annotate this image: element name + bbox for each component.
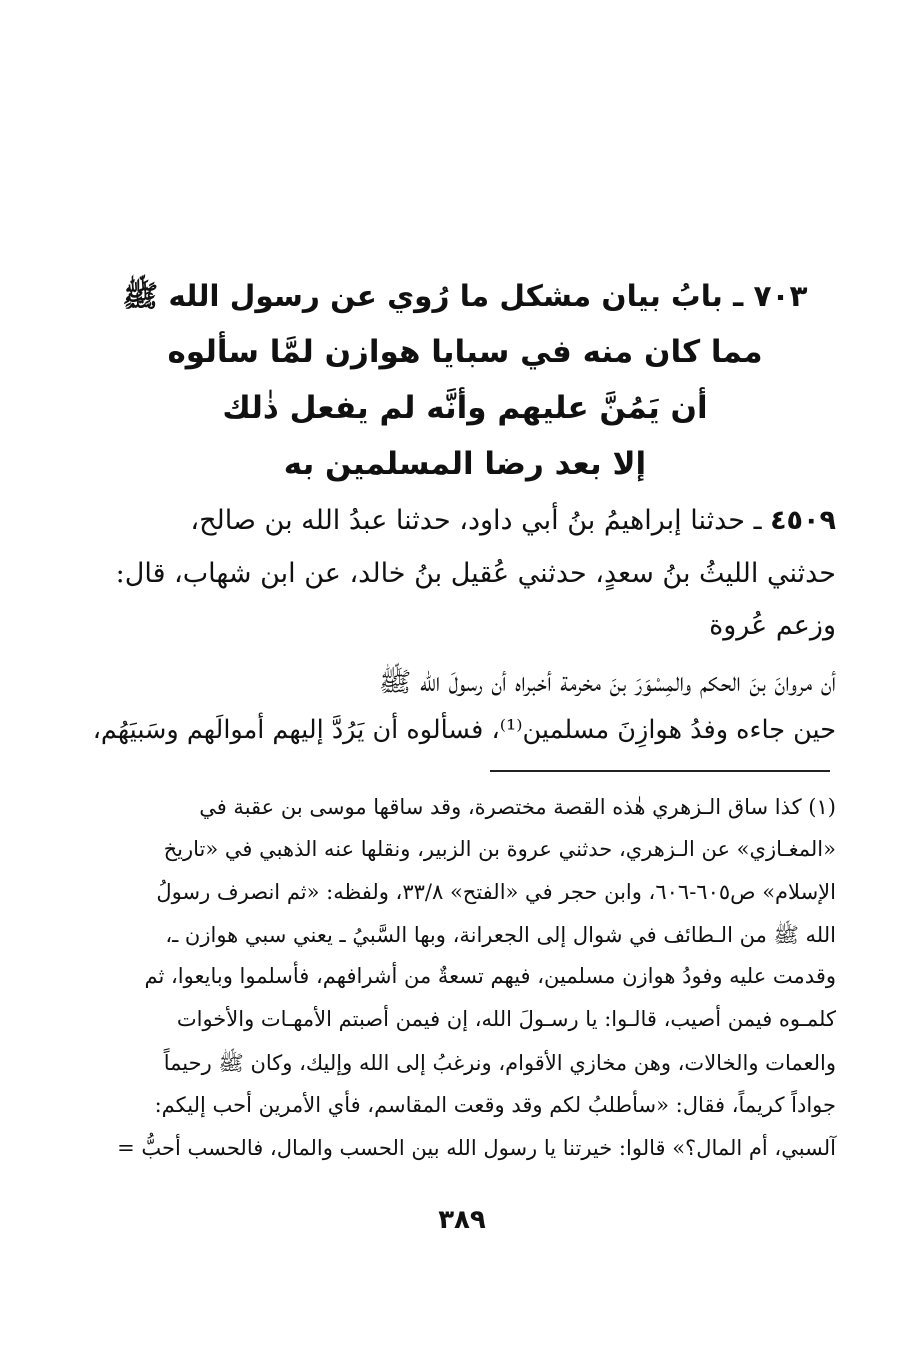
- chapter-heading-line-3: أن يَمُنَّ عليهم وأنَّه لم يفعل ذٰلك: [222, 390, 708, 426]
- chapter-heading-line-1: ٧٠٣ ـ بابُ بيان مشكل ما رُوي عن رسول الله ﷺ: [122, 279, 808, 313]
- footnote-line-5: وقدمت عليه وفودُ هوازن مسلمين، فيهم تسعةٌ من أشرافهم، فأسلموا وبايعوا، ثم: [144, 964, 836, 988]
- footnote-line-9: آلسبي، أم المال؟» قالوا: خيرتنا يا رسول الله بين الحسب والمال، فالحسب أحبُّ =: [117, 1136, 836, 1160]
- hadith-dash: ـ: [744, 505, 762, 536]
- footnote-line-3: الإسلام» ص٦٠٥-٦٠٦، وابن حجر في «الفتح» ٣٣/٨، ولفظه: «ثم انصرف رسولُ: [156, 880, 836, 904]
- hadith-line-1-text: حدثنا إبراهيمُ بنُ أبي داود، حدثنا عبدُ الله بن صالح،: [190, 505, 745, 536]
- footnote-line-6: كلمـوه فيمن أصيب، قالـوا: يا رسـولَ الله، إن فيمن أصبتم الأمهـات والأخوات: [176, 1007, 836, 1031]
- chapter-heading-line-2: مما كان منه في سبايا هوازن لمَّا سألوه: [167, 334, 763, 370]
- footnote-line-8: جواداً كريماً، فقال: «سأطلبُ لكم وقد وقعت المقاسم، فأي الأمرين أحب إليكم:: [154, 1093, 836, 1117]
- footnote-line-2: «المغـازي» عن الـزهري، حدثني عروة بن الزبير، ونقلها عنه الذهبي في «تاريخ: [163, 837, 836, 861]
- chapter-heading-line-4: إلا بعد رضا المسلمين به: [283, 446, 647, 482]
- hadith-line-3: وزعم عُروة: [709, 610, 836, 641]
- footnote-line-7: والعمات والخالات، وهن مخازي الأقوام، ونرغبُ إلى الله وإليك، وكان ﷺ رحيماً: [163, 1051, 836, 1075]
- footnote-line-4: الله ﷺ من الـطائف في شوال إلى الجعرانة، وبها السَّبيُ ـ يعني سبي هوازن ـ،: [165, 923, 836, 947]
- footnote-line-1: (١) كذا ساق الـزهري هٰذه القصة مختصرة، وقد ساقها موسى بن عقبة في: [199, 795, 836, 819]
- hadith-line-5: حين جاءه وفدُ هوازِنَ مسلمين⁽¹⁾، فسألوه أن يَرُدَّ إليهم أموالَهم وسَبيَهُم،: [92, 715, 836, 745]
- hadith-line-2: حدثني الليثُ بنُ سعدٍ، حدثني عُقيل بنُ خالد، عن ابن شهاب، قال:: [115, 558, 836, 589]
- hadith-line-4: أن مروانَ بنَ الحكم والمِسْوَرَ بنَ مخرمة أخبراه أن رسولَ الله ﷺ: [378, 667, 836, 698]
- page-number: ٣٨٩: [438, 1205, 486, 1235]
- hadith-number: ٤٥٠٩: [770, 505, 836, 536]
